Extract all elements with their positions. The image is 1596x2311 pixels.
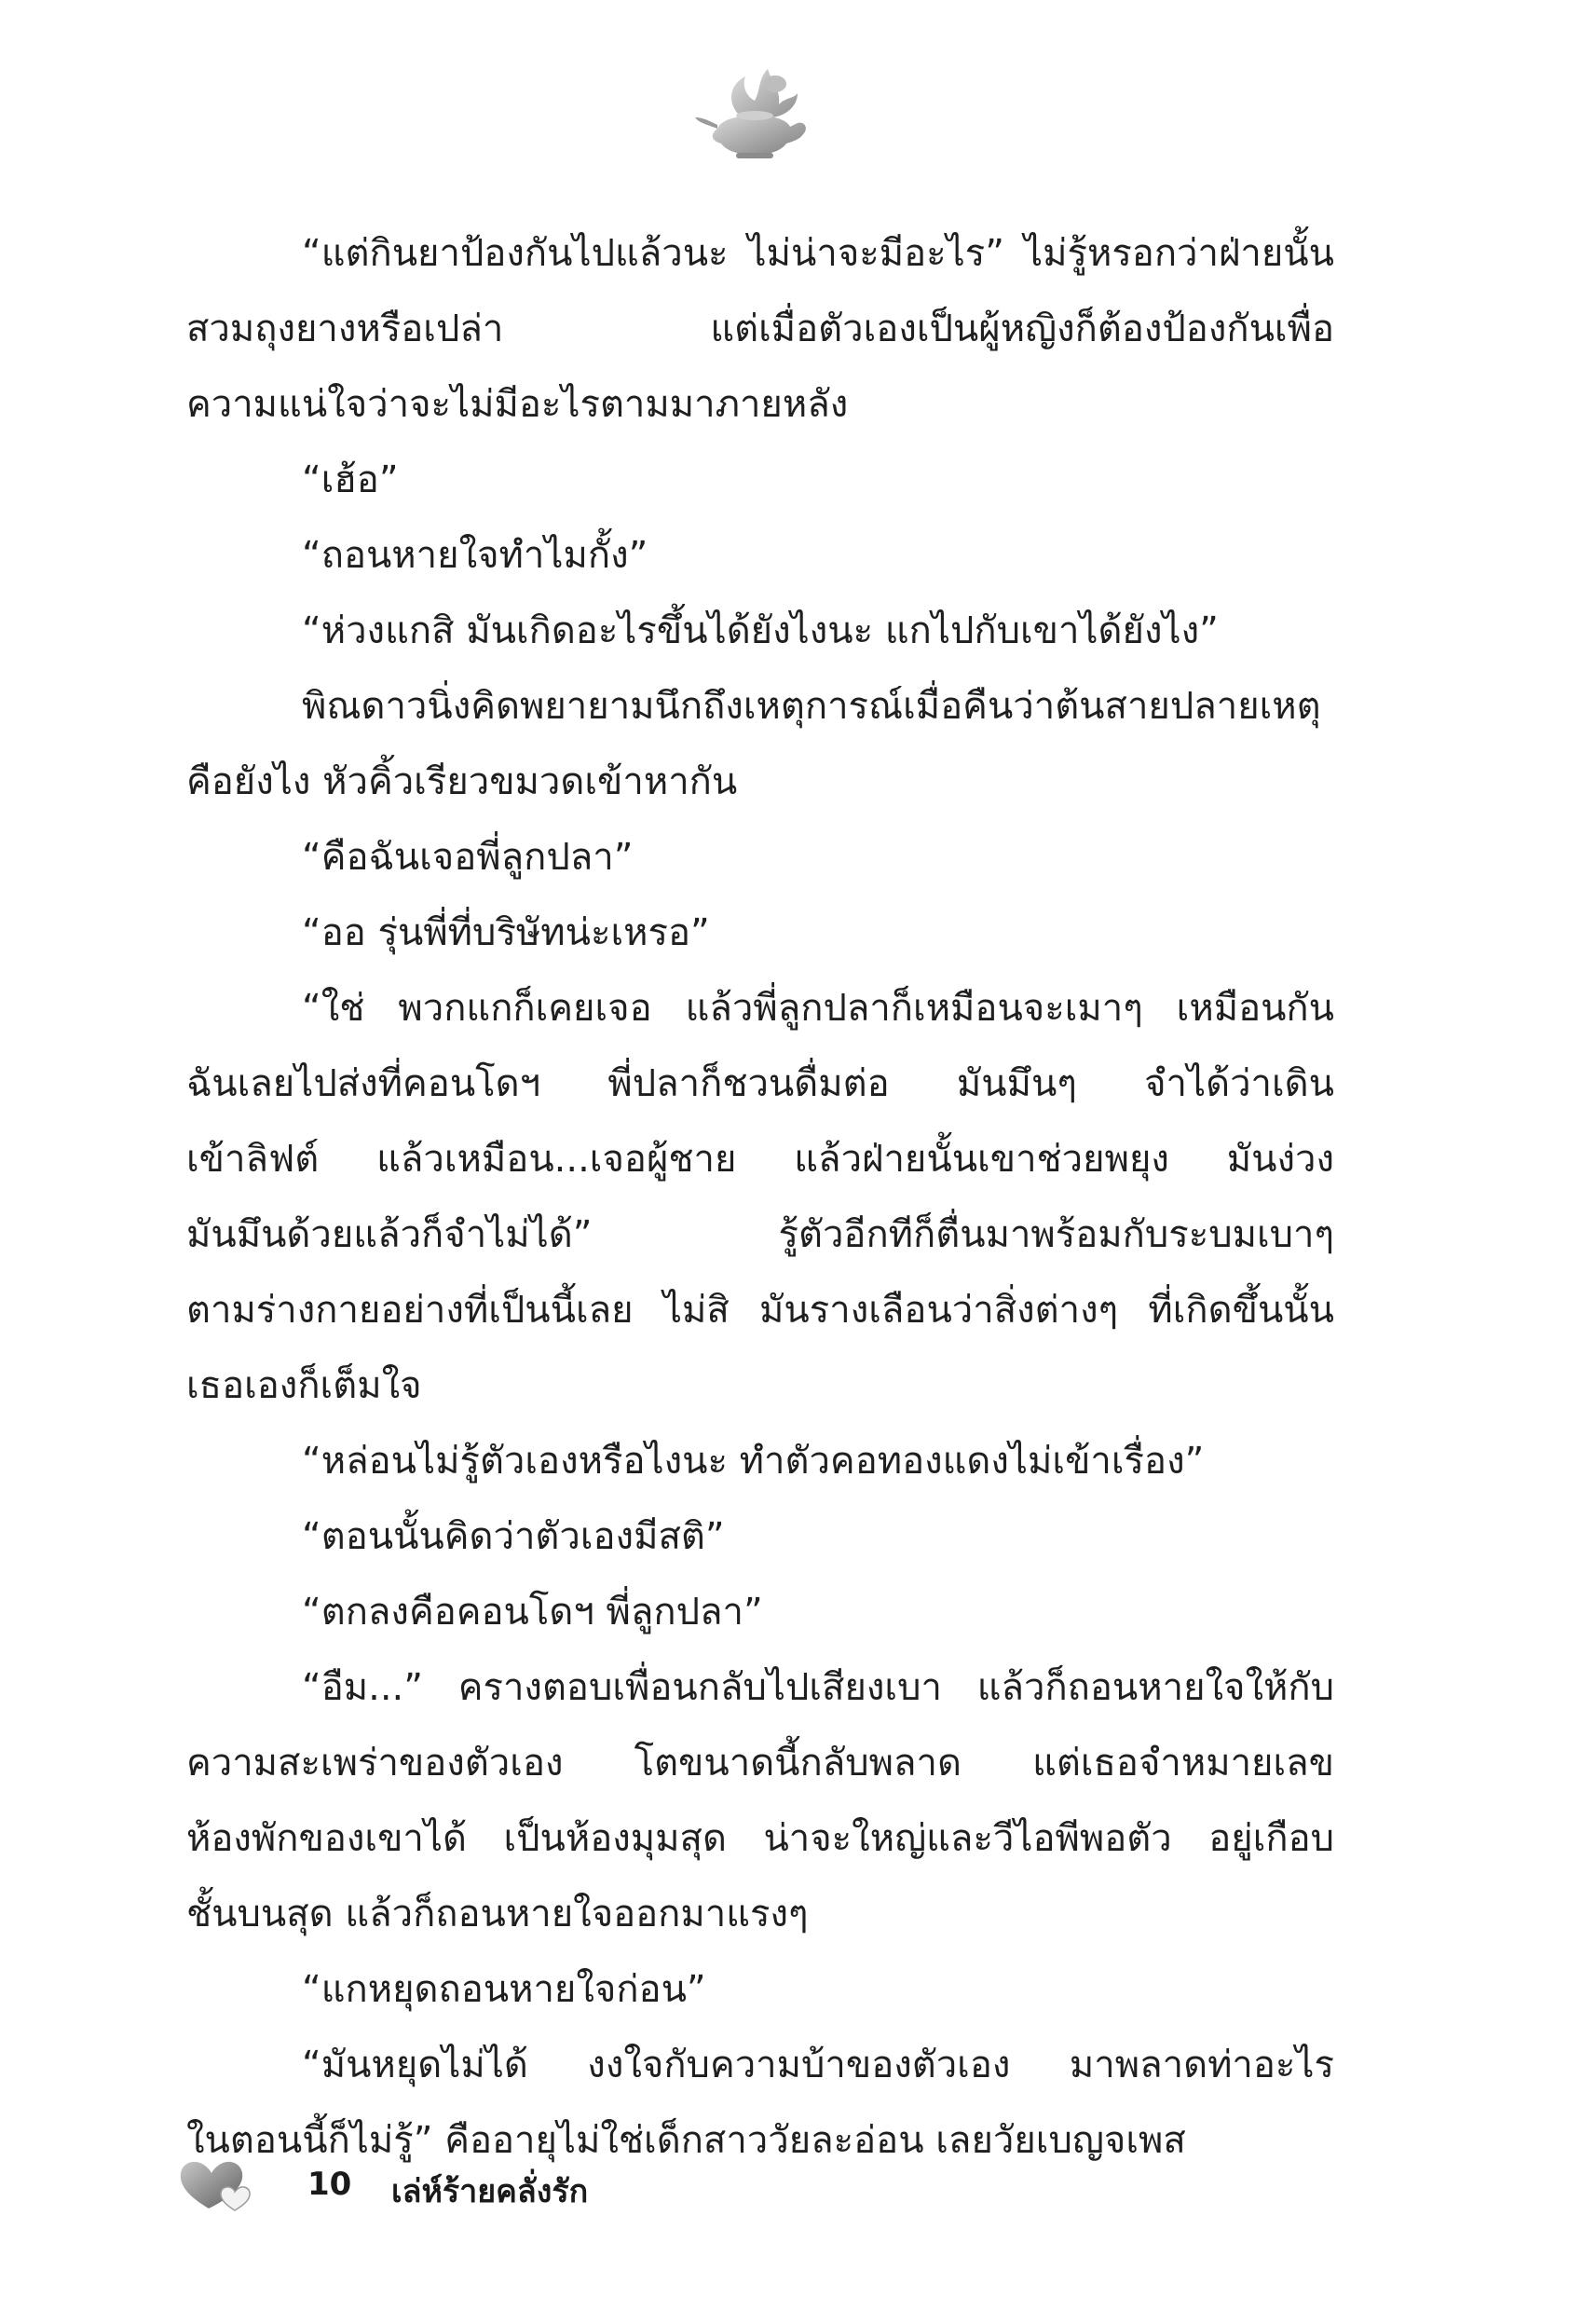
text-line: ความแน่ใจว่าจะไม่มีอะไรตามมาภายหลัง [186,383,849,426]
text-line: “ออ รุ่นพี่ที่บริษัทน่ะเหรอ” [302,911,710,954]
text-line: “ใช่ พวกแกก็เคยเจอ แล้วพี่ลูกปลาก็เหมือนจะเมาๆ เหมือนกัน [302,987,1334,1030]
text-line: ฉันเลยไปส่งที่คอนโดฯ พี่ปลาก็ชวนดื่มต่อ มันมึนๆ จำได้ว่าเดิน [186,1062,1334,1105]
text-line: “ตอนนั้นคิดว่าตัวเองมีสติ” [302,1515,725,1558]
text-line: “เฮ้อ” [302,458,399,501]
text-line: พิณดาวนิ่งคิดพยายามนึกถึงเหตุการณ์เมื่อคืนว่าต้นสายปลายเหตุ [302,685,1321,728]
text-line: “แกหยุดถอนหายใจก่อน” [302,1968,706,2011]
text-line: “มันหยุดไม่ได้ งงใจกับความบ้าของตัวเอง มาพลาดท่าอะไร [302,2044,1334,2086]
page-number: 10 [307,2166,352,2203]
text-line: “คือฉันเจอพี่ลูกปลา” [302,836,634,879]
text-line: คือยังไง หัวคิ้วเรียวขมวดเข้าหากัน [186,760,738,803]
text-line: ตามร่างกายอย่างที่เป็นนี้เลย ไม่สิ มันรางเลือนว่าสิ่งต่างๆ ที่เกิดขึ้นนั้น [186,1289,1334,1332]
text-line: ในตอนนี้ก็ไม่รู้” คืออายุไม่ใช่เด็กสาววัยละอ่อน เลยวัยเบญจเพส [186,2119,1186,2162]
text-line: ห้องพักของเขาได้ เป็นห้องมุมสุด น่าจะใหญ่และวีไอพีพอตัว อยู่เกือบ [186,1817,1334,1860]
text-line: “ถอนหายใจทำไมกั้ง” [302,534,648,577]
text-line: ความสะเพร่าของตัวเอง โตขนาดนี้กลับพลาด แต่เธอจำหมายเลข [186,1742,1334,1785]
text-line: “ตกลงคือคอนโดฯ พี่ลูกปลา” [302,1591,763,1634]
genie-lamp-icon [689,56,820,163]
text-line: “ห่วงแกสิ มันเกิดอะไรขึ้นได้ยังไงนะ แกไปกับเขาได้ยังไง” [302,609,1219,652]
text-line: เข้าลิฟต์ แล้วเหมือน...เจอผู้ชาย แล้วฝ่ายนั้นเขาช่วยพยุง มันง่วง [186,1138,1334,1181]
text-line: มันมึนด้วยแล้วก็จำไม่ได้” รู้ตัวอีกทีก็ตื่นมาพร้อมกับระบมเบาๆ [186,1213,1334,1256]
text-line: สวมถุงยางหรือเปล่า แต่เมื่อตัวเองเป็นผู้หญิงก็ต้องป้องกันเพื่อ [186,308,1334,350]
text-line: “หล่อนไม่รู้ตัวเองหรือไงนะ ทำตัวคอทองแดงไม่เข้าเรื่อง” [302,1440,1205,1483]
story-text [186,216,1334,2179]
text-line: “แต่กินยาป้องกันไปแล้วนะ ไม่น่าจะมีอะไร” ไม่รู้หรอกว่าฝ่ายนั้น [302,232,1334,275]
text-line: ชั้นบนสุด แล้วก็ถอนหายใจออกมาแรงๆ [186,1893,809,1935]
hearts-icon [177,2153,261,2214]
text-line: เธอเองก็เต็มใจ [186,1364,422,1407]
book-title: เล่ห์ร้ายคลั่งรัก [391,2173,589,2210]
page-footer [177,2153,829,2218]
text-line: “อืม...” ครางตอบเพื่อนกลับไปเสียงเบา แล้วก็ถอนหายใจให้กับ [302,1666,1334,1709]
